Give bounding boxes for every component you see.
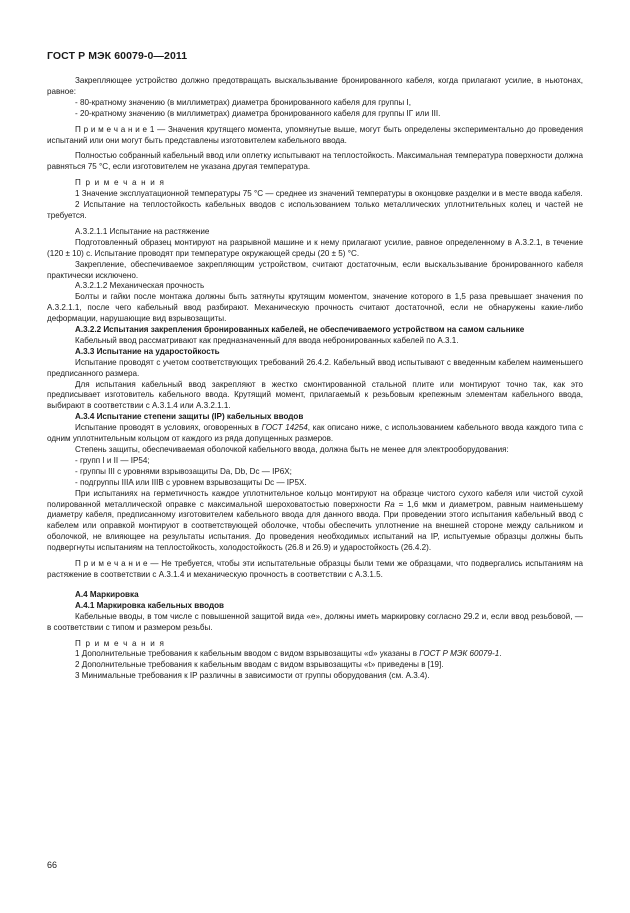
paragraph: Полностью собранный кабельный ввод или оплетку испытывают на теплостойкость. Максимальная температура поверхности должна равняться 75 °С, если изготовителем не указана другая температура.: [47, 151, 583, 172]
note-item: 3 Минимальные требования к IP различны в зависимости от группы оборудования (см. А.3.4).: [75, 671, 430, 681]
paragraph: Кабельный ввод рассматривают как предназначенный для ввода небронированных кабелей по А.3.1.: [75, 335, 459, 345]
standard-reference: ГОСТ 14254: [261, 423, 308, 433]
paragraph: [47, 423, 583, 445]
section-title: А.4 Маркировка: [75, 589, 139, 599]
notes-header: П р и м е ч а н и я: [75, 178, 166, 188]
paragraph: Кабельные вводы, в том числе с повышенной защитой вида «е», должны иметь маркировку согласно 29.2 и, если ввод резьбовой, — в соответствии с типом и размером резьбы.: [47, 611, 583, 632]
text-run: При испытаниях на герметичность каждое уплотнительное кольцо монтируют на образце чистого сухого кабеля или чистой сухой полированной металлической оправке с максимальной шероховатостью поверхности: [47, 488, 583, 509]
document-header: ГОСТ Р МЭК 60079-0—2011: [47, 50, 188, 62]
note-text: — Значения крутящего момента, упомянутые выше, могут быть определены экспериментально до проведения испытаний или они могут быть представлены изготовителем кабельного ввода.: [47, 124, 583, 145]
section-title: А.3.2.1.2 Механическая прочность: [75, 281, 205, 291]
paragraph: Подготовленный образец монтируют на разрывной машине и к нему прилагают усилие, равное определенному в А.3.2.1, в течение (120 ± 10) с. Испытание проводят при температуре окружающей среды (20 ± 5) °С.: [47, 237, 583, 258]
text-run: = 1,6 мкм и диаметром, равным наименьшему диаметру кабеля, предписанному изготовителем кабельного ввода для данного ввода. При проведении этого испытания кабельный ввод с кабелем или оправкой монтируют в соответствующей оболочке, чтобы обеспечить уплотнение на внешней стороне между сальником и оболочкой, не влияющее на результаты испытания. До проведения необходимых испытаний на IP, испытуемые образцы должны быть подвергнуты испытаниям на теплостойкость, холодостойкость (26.8 и 26.9) и ударостойкость (26.4.2).: [47, 499, 583, 553]
document-body: [47, 71, 583, 682]
section-title: А.3.3 Испытание на ударостойкость: [75, 346, 220, 356]
section-title: А.3.2.1.1 Испытание на растяжение: [75, 226, 210, 236]
text-run: , как описано ниже, с использованием кабельного ввода каждого типа с одним уплотнительным кольцом от каждого из ряда допущенных размеров.: [47, 423, 583, 444]
standard-reference: ГОСТ Р МЭК 60079-1: [419, 649, 500, 659]
list-item: - группы III с уровнями взрывозащиты Da, Db, Dc — IP6X;: [75, 466, 292, 476]
note-item: 2 Дополнительные требования к кабельным вводам с видом взрывозащиты «t» приведены в [19].: [75, 660, 444, 670]
note-item: [47, 649, 583, 660]
paragraph: Степень защиты, обеспечиваемая оболочкой кабельного ввода, должна быть не менее для электрооборудования:: [75, 445, 509, 454]
section-title: А.3.2.2 Испытания закрепления бронированных кабелей, не обеспечиваемого устройством на самом сальнике: [75, 325, 525, 335]
paragraph: Для испытания кабельный ввод закрепляют в жестко смонтированной стальной плите или монтируют точно так, как это предписывает изготовитель кабельного ввода. Крутящий момент, прилагаемый к резьбовым крепежным элементам кабельного ввода, выбирают в соответствии с А.3.1.4 или А.3.2.1.1.: [47, 379, 583, 411]
note-label: П р и м е ч а н и е 1: [75, 124, 155, 134]
page-number: 66: [47, 860, 58, 870]
paragraph: Закрепление, обеспечиваемое закрепляющим устройством, считают достаточным, если выскальзывание бронированного кабеля практически исключено.: [47, 259, 583, 280]
symbol-ra: Ra: [384, 499, 395, 509]
note: [47, 125, 583, 147]
note-item: 1 Значение эксплуатационной температуры 75 °С — среднее из значений температуры в оконцовке разделки и в месте ввода кабеля.: [75, 189, 583, 199]
text-run: 1 Дополнительные требования к кабельным вводом с видом взрывозащиты «d» указаны в: [75, 649, 420, 659]
text-run: Испытание проводят в условиях, оговоренных в: [75, 423, 262, 433]
paragraph: Болты и гайки после монтажа должны быть затянуты крутящим моментом, значение которого в 1,5 раза превышает значения по А.3.2.1.1, после чего кабельный ввод разбирают. Механическую прочность считают достаточной, если не обнаружены какие-либо деформации, нарушающие вид взрывозащиты.: [47, 292, 583, 324]
list-item: - групп I и II — IP54;: [75, 455, 150, 465]
section-title: А.4.1 Маркировка кабельных вводов: [75, 600, 225, 610]
paragraph: Испытание проводят с учетом соответствующих требований 26.4.2. Кабельный ввод испытывают с введенным кабелем наименьшего предписанного размера.: [47, 357, 583, 378]
paragraph: [47, 489, 583, 554]
note: [47, 559, 583, 581]
section-title: А.3.4 Испытание степени защиты (IP) кабельных вводов: [75, 412, 304, 422]
list-item: - подгруппы IIIA или IIIB с уровнем взрывозащиты Dc — IP5X.: [75, 477, 307, 487]
note-text: — Не требуется, чтобы эти испытательные образцы были теми же образцами, что подвергались испытаниям на растяжение в соответствии с А.3.1.4 и механическую прочность в соответствии с А.3.1.5.: [47, 559, 583, 579]
note-label: П р и м е ч а н и е: [75, 559, 148, 569]
note-item: 2 Испытание на теплостойкость кабельных вводов с использованием только металлических уплотнительных колец и частей не требуется.: [47, 200, 583, 220]
notes-header: П р и м е ч а н и я: [75, 638, 166, 648]
list-item: - 20-кратному значению (в миллиметрах) диаметра бронированного кабеля для группы IГ или III.: [75, 108, 441, 118]
paragraph: Закрепляющее устройство должно предотвращать выскальзывание бронированного кабеля, когда прилагают усилие, в ньютонах, равное:: [47, 76, 583, 96]
list-item: - 80-кратному значению (в миллиметрах) диаметра бронированного кабеля для группы I,: [75, 97, 411, 107]
text-run: .: [499, 649, 502, 659]
